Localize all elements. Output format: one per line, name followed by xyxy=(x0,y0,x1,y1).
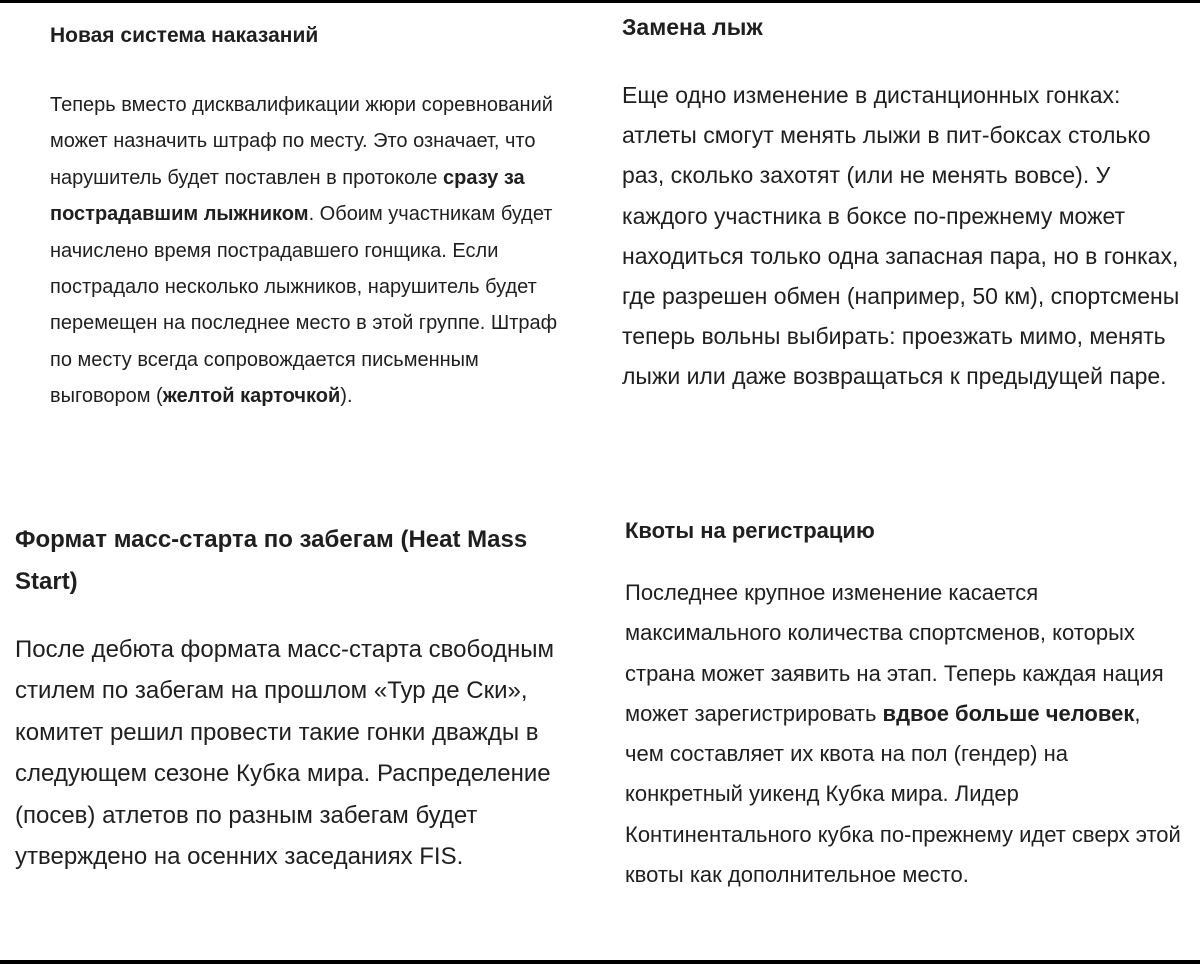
section-title: Квоты на регистрацию xyxy=(625,518,875,543)
section-body xyxy=(50,87,570,415)
section-body xyxy=(625,573,1185,895)
body-bold-text: желтой карточкой xyxy=(162,385,341,408)
section-title: Формат масс-старта по забегам (Heat Mass Start) xyxy=(15,526,528,595)
section-penalty-system xyxy=(50,21,570,415)
section-registration-quotas xyxy=(625,513,1185,895)
body-text: ). xyxy=(340,385,353,408)
body-text: Последнее крупное изменение касается максимального количества спортсменов, которых страна может заявить на этап. Теперь каждая нация может зарегистрировать xyxy=(625,580,1164,726)
body-text: , чем составляет их квота на пол (гендер) на конкретный уикенд Кубка мира. Лидер Континентального кубка по-прежнему идет сверх этой квоты как дополнительное место. xyxy=(625,700,1181,888)
body-text: Теперь вместо дисквалификации жюри соревнований может назначить штраф по месту. Это означает, что нарушитель будет поставлен в протоколе xyxy=(50,94,553,189)
body-bold-text: сразу за пострадавшим лыжником xyxy=(50,166,525,226)
section-title: Новая система наказаний xyxy=(50,24,319,47)
section-title: Замена лыж xyxy=(622,14,763,40)
section-body: После дебюта формата масс-старта свободным стилем по забегам на прошлом «Тур де Ски», комитет решил провести такие гонки дважды в следующем сезоне Кубка мира. Распределение (посев) атлетов по разным забегам будет утверждено на осенних заседаниях FIS. xyxy=(15,636,555,871)
document-page xyxy=(0,3,1200,960)
body-bold-text: вдвое больше человек xyxy=(882,700,1135,726)
body-text: . Обоим участникам будет начислено время пострадавшего гонщика. Если пострадало несколько лыжников, нарушитель будет перемещен на последнее место в этой группе. Штраф по месту всегда сопровождается письменным выговором ( xyxy=(50,203,558,408)
section-body: Еще одно изменение в дистанционных гонках: атлеты смогут менять лыжи в пит-боксах столько раз, сколько захотят (или не менять вовсе). У каждого участника в боксе по-прежнему может находиться только одна запасная пара, но в гонках, где разрешен обмен (например, 50 км), спортсмены теперь вольны выбирать: проезжать мимо, менять лыжи или даже возвращаться к предыдущей паре. xyxy=(622,82,1180,390)
section-heat-mass-start xyxy=(15,519,595,877)
section-ski-change xyxy=(622,9,1182,397)
